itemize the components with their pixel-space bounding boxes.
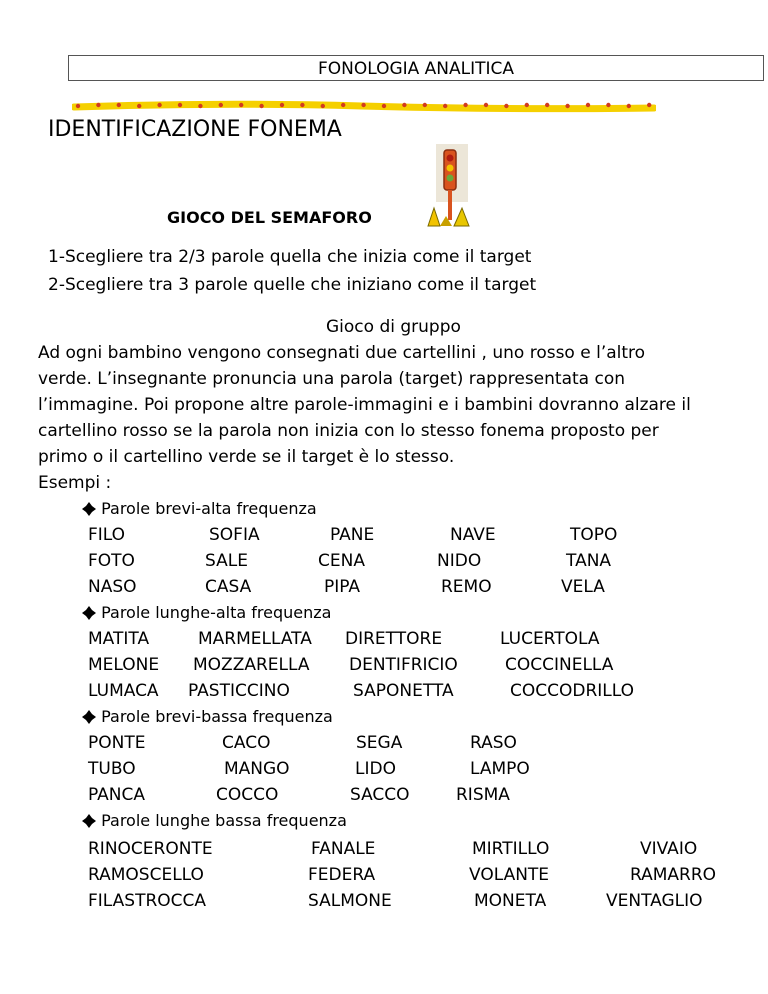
- word: REMO: [441, 577, 492, 597]
- word: TOPO: [570, 525, 618, 545]
- word: PASTICCINO: [188, 681, 290, 701]
- group-title: Gioco di gruppo: [326, 317, 461, 337]
- word: SOFIA: [209, 525, 260, 545]
- decorative-dot: [341, 103, 345, 107]
- paragraph-line: Ad ogni bambino vengono consegnati due cartellini , uno rosso e l’altro: [38, 343, 646, 363]
- decorative-dot: [219, 103, 223, 107]
- word: VELA: [561, 577, 605, 597]
- word: MARMELLATA: [198, 629, 312, 649]
- word: SALMONE: [308, 891, 392, 911]
- word: DENTIFRICIO: [349, 655, 458, 675]
- section-title: Parole lunghe-alta frequenza: [82, 600, 331, 626]
- traffic-light-icon: [426, 144, 470, 228]
- decorative-dot: [545, 103, 549, 107]
- word: SAPONETTA: [353, 681, 454, 701]
- word: SALE: [205, 551, 248, 571]
- section-title: Parole brevi-alta frequenza: [82, 496, 317, 522]
- word: RISMA: [456, 785, 510, 805]
- word: SACCO: [350, 785, 410, 805]
- decorative-dot: [484, 103, 488, 107]
- word: VIVAIO: [640, 839, 698, 859]
- decorative-dot: [627, 104, 631, 108]
- decorative-dot: [423, 103, 427, 107]
- instruction-1: 1-Scegliere tra 2/3 parole quella che inizia come il target: [48, 247, 532, 267]
- decorative-dot: [96, 103, 100, 107]
- word: RAMARRO: [630, 865, 717, 885]
- diamond-bullet-icon: [82, 710, 96, 724]
- decorative-dot: [586, 103, 590, 107]
- paragraph-line: cartellino rosso se la parola non inizia con lo stesso fonema proposto per: [38, 421, 659, 441]
- word: FOTO: [88, 551, 135, 571]
- decorative-dot: [157, 103, 161, 107]
- word: COCCO: [216, 785, 279, 805]
- paragraph-line: verde. L’insegnante pronuncia una parola (target) rappresentata con: [38, 369, 626, 389]
- word: PIPA: [324, 577, 361, 597]
- decorative-dot: [504, 104, 508, 108]
- decorative-dot: [178, 103, 182, 107]
- word: SEGA: [356, 733, 403, 753]
- decorative-dot: [382, 104, 386, 108]
- decorative-dot: [402, 103, 406, 107]
- word: LAMPO: [470, 759, 530, 779]
- decorative-dot: [137, 104, 141, 108]
- word: MANGO: [224, 759, 290, 779]
- decorative-dot: [321, 104, 325, 108]
- decorative-dot: [647, 103, 651, 107]
- word: FILASTROCCA: [88, 891, 207, 911]
- word: FEDERA: [308, 865, 376, 885]
- paragraph-line: l’immagine. Poi propone altre parole-immagini e i bambini dovranno alzare il: [38, 395, 691, 415]
- word: NIDO: [437, 551, 482, 571]
- paragraph-line: primo o il cartellino verde se il target è lo stesso.: [38, 447, 455, 467]
- word: FILO: [88, 525, 126, 545]
- word: RINOCERONTE: [88, 839, 213, 859]
- decorative-dot: [198, 104, 202, 108]
- word: VOLANTE: [469, 865, 550, 885]
- word: NASO: [88, 577, 137, 597]
- game-title: GIOCO DEL SEMAFORO: [167, 208, 372, 227]
- decorative-dot: [76, 104, 80, 108]
- decorative-dot: [117, 103, 121, 107]
- word: COCCODRILLO: [510, 681, 635, 701]
- header-box: [68, 55, 764, 81]
- section-title: Parole lunghe bassa frequenza: [82, 808, 347, 834]
- decorative-dot: [463, 103, 467, 107]
- word: CACO: [222, 733, 271, 753]
- word: PANCA: [88, 785, 146, 805]
- diamond-bullet-icon: [82, 814, 96, 828]
- word: MOZZARELLA: [193, 655, 310, 675]
- word: RAMOSCELLO: [88, 865, 204, 885]
- word: VENTAGLIO: [606, 891, 703, 911]
- decorative-dotted-line: [72, 96, 656, 116]
- word: CENA: [318, 551, 365, 571]
- diamond-bullet-icon: [82, 502, 96, 516]
- word: LUMACA: [88, 681, 159, 701]
- word: FANALE: [311, 839, 376, 859]
- decorative-dot: [606, 103, 610, 107]
- decorative-dot: [443, 104, 447, 108]
- decorative-dot: [361, 103, 365, 107]
- word: COCCINELLA: [505, 655, 614, 675]
- section-title: Parole brevi-bassa frequenza: [82, 704, 333, 730]
- word: MELONE: [88, 655, 160, 675]
- word: LUCERTOLA: [500, 629, 600, 649]
- word: NAVE: [450, 525, 496, 545]
- instruction-2: 2-Scegliere tra 3 parole quelle che iniziano come il target: [48, 275, 537, 295]
- decorative-dot: [239, 103, 243, 107]
- word: MATITA: [88, 629, 150, 649]
- decorative-dot: [300, 103, 304, 107]
- diamond-bullet-icon: [82, 606, 96, 620]
- word: DIRETTORE: [345, 629, 443, 649]
- word: PONTE: [88, 733, 146, 753]
- word: TANA: [566, 551, 612, 571]
- header-title: FONOLOGIA ANALITICA: [317, 59, 515, 79]
- word: MONETA: [474, 891, 547, 911]
- word: CASA: [205, 577, 252, 597]
- word: TUBO: [88, 759, 136, 779]
- word: RASO: [470, 733, 517, 753]
- word: PANE: [330, 525, 375, 545]
- word: LIDO: [355, 759, 396, 779]
- page-heading: IDENTIFICAZIONE FONEMA: [48, 117, 342, 142]
- decorative-dot: [525, 103, 529, 107]
- word: MIRTILLO: [472, 839, 550, 859]
- decorative-dot: [280, 103, 284, 107]
- decorative-dot: [259, 104, 263, 108]
- examples-label: Esempi :: [38, 473, 112, 493]
- decorative-dot: [565, 104, 569, 108]
